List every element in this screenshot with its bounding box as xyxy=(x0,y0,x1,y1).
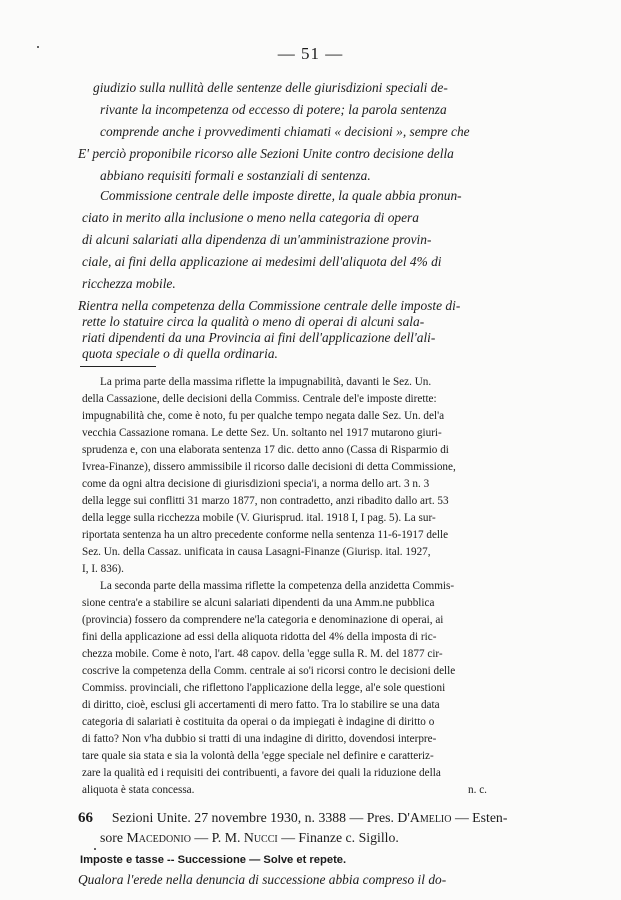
main-text-line: E' perciò proponibile ricorso alle Sezioni Unite contro decisione della xyxy=(78,146,454,161)
main-text-line: Rientra nella competenza della Commissione centrale delle imposte di- xyxy=(78,298,461,313)
scan-speck xyxy=(37,46,39,48)
note-line: Ivrea-Finanze), dissero ammissibile il ricorso dalle decisioni di detta Commissione, xyxy=(82,461,456,473)
note-line: La seconda parte della massima riflette la competenza della anzidetta Commis- xyxy=(100,580,455,592)
note-line: sprudenza e, con una elaborata sentenza 17 dic. detto anno (Cassa di Risparmio di xyxy=(82,444,449,456)
note-line: Sez. Un. della Cassaz. unificata in causa Lasagni-Finanze (Giurisp. ital. 1927, xyxy=(82,546,431,558)
note-line: impugnabilità che, come è noto, fu per qualche tempo negata dalle Sez. Un. del'a xyxy=(82,410,445,422)
note-line: I, I. 836). xyxy=(82,563,124,575)
entry-court-date: Sezioni Unite. 27 novembre 1930, n. 3388 — Pres. xyxy=(111,810,394,825)
main-text-line: rette lo statuire circa la qualità o meno di operai di alcuni sala- xyxy=(82,314,425,329)
footnote-separator xyxy=(80,366,156,367)
note-signature: n. c. xyxy=(468,784,487,796)
page-number: — 51 — xyxy=(277,44,344,63)
final-text-line: Qualora l'erede nella denuncia di successione abbia compreso il do- xyxy=(78,872,447,887)
note-line: della Cassazione, delle decisioni della Commiss. Centrale del'e imposte dirette: xyxy=(82,393,437,405)
entry-president: D'Amelio xyxy=(397,810,452,825)
main-text-line: riati dipendenti da una Provincia ai fini dell'applicazione dell'ali- xyxy=(82,330,436,345)
entry-pm-label: — P. M. xyxy=(194,830,241,845)
entry-line-1 xyxy=(78,810,507,827)
note-line: tare quale sia stata e sia la volontà della 'egge speciale nel definire e caratteriz- xyxy=(82,750,434,762)
note-line: della legge sui conflitti 31 marzo 1877, non contradetto, anzi ribadito dallo art. 53 xyxy=(82,495,449,507)
entry-sore: sore xyxy=(100,830,123,845)
main-text-line: ciato in merito alla inclusione o meno nella categoria di opera xyxy=(82,210,419,225)
note-line: vecchia Cassazione romana. Le dette Sez. Un. soltanto nel 1917 mutarono giuri- xyxy=(82,427,442,439)
note-line: categoria di salariati è costituita da operai o da impiegati è indagine di diritto o xyxy=(82,716,435,728)
note-line: (provincia) fossero da comprendere ne'la categoria e denominazione di operai, ai xyxy=(82,614,444,626)
main-text-line: Commissione centrale delle imposte dirette, la quale abbia pronun- xyxy=(100,188,462,203)
entry-number: 66 xyxy=(78,810,93,826)
note-line: riportata sentenza ha un altro precedente conforme nella sentenza 11-6-1917 delle xyxy=(82,529,449,541)
entry-extensor-label: — Esten- xyxy=(454,810,508,825)
note-line: chezza mobile. Come è noto, l'art. 48 capov. della 'egge sulla R. M. del 1877 cir- xyxy=(82,648,443,660)
note-line: di diritto, cioè, esclusi gli accertamenti di mero fatto. Tra lo stabilire se una data xyxy=(82,699,440,711)
note-line: La prima parte della massima riflette la impugnabilità, davanti le Sez. Un. xyxy=(100,376,432,388)
note-line: aliquota è stata concessa. xyxy=(82,784,195,796)
entry-extensor: Macedonio xyxy=(126,830,191,845)
note-line: zare la qualità ed i requisiti dei contribuenti, a favore dei quali la riduzione della xyxy=(82,767,441,779)
main-text-line: rivante la incompetenza od eccesso di potere; la parola sentenza xyxy=(100,102,447,117)
entry-parties: — Finanze c. Sigillo. xyxy=(281,830,399,845)
note-line: sione centra'e a stabilire se alcuni salariati dipendenti da una Amm.ne pubblica xyxy=(82,597,435,609)
note-line: della legge sulla ricchezza mobile (V. Giurisprud. ital. 1918 I, I pag. 5). La sur- xyxy=(82,512,436,524)
main-text-line: ciale, ai fini della applicazione ai medesimi dell'aliquota del 4% di xyxy=(82,254,442,269)
note-line: come da ogni altra decisione di giurisdizioni specia'i, a norma dello art. 3 n. 3 xyxy=(82,478,430,490)
entry-pm: Nucci xyxy=(243,830,278,845)
note-line: coscrive la competenza della Comm. centrale ai so'i ricorsi contro le decisioni delle xyxy=(82,665,456,677)
section-heading: Imposte e tasse -- Successione — Solve et repete. xyxy=(80,854,347,866)
note-line: Commiss. provinciali, che riflettono l'applicazione della legge, al'e sole questioni xyxy=(82,682,446,694)
note-line: di fatto? Non v'ha dubbio si tratti di una indagine di diritto, dovendosi interpre- xyxy=(82,733,437,745)
note-line: fini della applicazione ad essi della aliquota ridotta del 4% della imposta di ric- xyxy=(82,631,437,643)
scan-speck xyxy=(94,848,96,850)
main-text-line: di alcuni salariati alla dipendenza di un'amministrazione provin- xyxy=(82,232,432,247)
main-text-line: ricchezza mobile. xyxy=(82,276,176,291)
entry-line-2 xyxy=(100,830,399,846)
main-text-line: comprende anche i provvedimenti chiamati « decisioni », sempre che xyxy=(100,124,470,139)
main-text-line: giudizio sulla nullità delle sentenze delle giurisdizioni speciali de- xyxy=(93,80,448,95)
main-text-line: quota speciale o di quella ordinaria. xyxy=(82,346,278,361)
main-text-line: abbiano requisiti formali e sostanziali di sentenza. xyxy=(100,168,371,183)
